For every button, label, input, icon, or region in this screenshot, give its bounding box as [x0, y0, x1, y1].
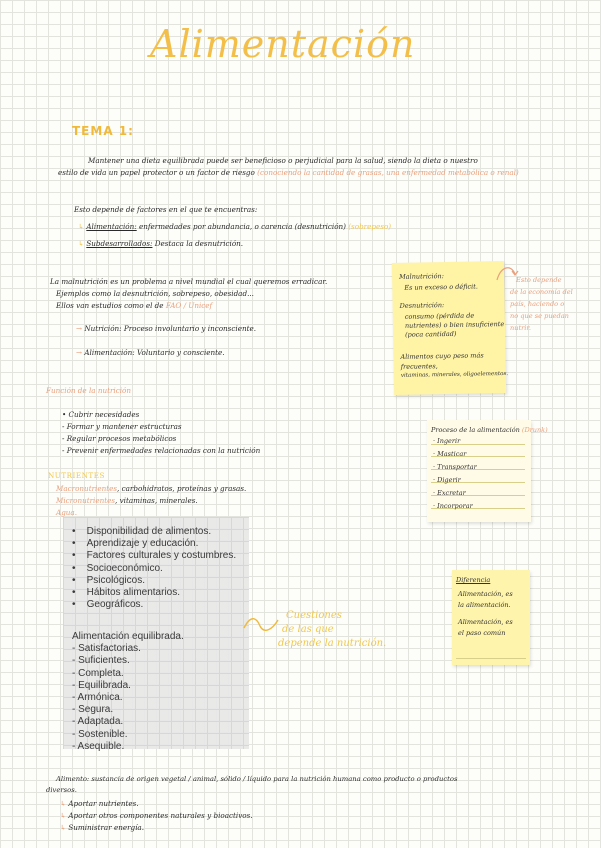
- proceso-heading: [431, 426, 548, 434]
- sticky1-line-5: nutrientes) o bien insuficiente: [404, 320, 505, 330]
- nutrientes-heading: NUTRIENTES: [48, 471, 105, 480]
- factor-text: Hábitos alimentarios.: [86, 587, 180, 599]
- side-note-line-4: no que se puedan: [510, 312, 569, 320]
- nutrientes-row-2-b: , vitaminas, minerales.: [115, 496, 198, 505]
- funcion-item-1: Cubrir necesidades: [68, 410, 140, 419]
- factor-text: Disponibilidad de alimentos.: [86, 526, 212, 537]
- factor-item: • Psicológicos.: [72, 574, 145, 586]
- proceso-item-3-text: Transportar: [437, 463, 477, 471]
- arrow-icon: ↳: [60, 823, 67, 832]
- depende-item-1-c: (sobrepeso): [348, 222, 392, 231]
- intro-line-1: Mantener una dieta equilibrada puede ser beneficioso o perjudicial para la salud, siendo la dieta o nuestro: [88, 156, 478, 165]
- sticky1-line-2: Es un exceso o déficit.: [404, 282, 478, 292]
- proceso-item-6: · Incorporar: [433, 502, 473, 510]
- depende-item-2-b: Destaca la desnutrición.: [154, 239, 244, 248]
- sticky1-line-1: Malnutrición:: [399, 272, 444, 281]
- arrow-right-icon: →: [76, 348, 83, 357]
- alimento-item-1: [60, 799, 139, 808]
- equilibrada-heading: Alimentación equilibrada.: [72, 631, 184, 642]
- concepto-nutricion-text: Nutrición: Proceso involuntario y inconsciente.: [84, 324, 257, 333]
- diferencia-line-1: Alimentación, es: [458, 590, 513, 598]
- nutrientes-row-2: [56, 496, 198, 505]
- proceso-item-5: · Excretar: [433, 489, 466, 497]
- side-note-line-1: Esto depende: [516, 276, 562, 284]
- depende-item-2-a: Subdesarrollados:: [86, 239, 153, 248]
- arrow-right-icon: →: [76, 324, 83, 333]
- cuestiones-line-1: Cuestiones: [286, 610, 342, 621]
- factor-item: • Hábitos alimentarios.: [72, 587, 180, 599]
- alimento-item-3: [60, 823, 144, 832]
- depende-item-1: [78, 222, 391, 231]
- alimento-line-1: Alimento: sustancia de origen vegetal / animal, sólido / líquido para la nutrición humana como producto o productos: [56, 775, 458, 783]
- concepto-alimentacion: [76, 348, 225, 357]
- malnutricion-line-3-b: FAO / Unicef: [165, 301, 213, 310]
- proceso-item-6-text: Incorporar: [437, 502, 473, 510]
- proceso-heading-a: Proceso de la alimentación: [431, 426, 520, 434]
- intro-line-2-a: estilo de vida un papel protector o un factor de riesgo: [58, 168, 255, 177]
- sticky1-line-8: frecuentes,: [400, 362, 438, 371]
- funcion-heading: Función de la nutrición: [46, 386, 131, 395]
- sticky-note-diferencia: [452, 570, 530, 665]
- arrow-icon: ↳: [78, 239, 85, 248]
- nutrientes-row-1-a: Macronutrientes: [56, 484, 118, 493]
- cuestiones-line-2: de las que: [282, 624, 334, 635]
- equilibrada-item: - Equilibrada.: [72, 679, 131, 691]
- squiggle-arrow-icon: [242, 614, 282, 634]
- nutrientes-row-1: [56, 484, 246, 493]
- depende-item-1-b: enfermedades por abundancia, o carencia (desnutrición): [139, 222, 346, 231]
- proceso-item-2: · Masticar: [433, 450, 467, 458]
- factor-item: • Geográficos.: [72, 599, 144, 611]
- intro-line-2: [58, 168, 519, 177]
- funcion-item: - Regular procesos metabólicos: [62, 434, 177, 443]
- side-note-line-3: país, haciendo o: [510, 300, 565, 308]
- proceso-item-3: · Transportar: [433, 463, 477, 471]
- malnutricion-line-3-a: Ellos van estudios como el de: [56, 301, 164, 310]
- funcion-item-3: Regular procesos metabólicos: [66, 434, 177, 443]
- factor-text: Aprendizaje y educación.: [86, 538, 199, 550]
- depende-line: Esto depende de factores en el que te encuentras:: [74, 205, 258, 214]
- proceso-item-4-text: Digerir: [437, 476, 461, 484]
- cuestiones-line-3: depende la nutrición.: [278, 638, 387, 649]
- arrow-icon: ↳: [60, 811, 67, 820]
- equilibrada-item: - Satisfactorias.: [72, 643, 141, 655]
- funcion-item: • Cubrir necesidades: [62, 410, 140, 419]
- factor-item: • Aprendizaje y educación.: [72, 538, 199, 550]
- diferencia-line-2: la alimentación.: [458, 601, 511, 609]
- diferencia-line-3: Alimentación, es: [458, 618, 513, 626]
- sticky1-line-3: Desnutrición:: [399, 301, 445, 310]
- factor-text: Psicológicos.: [86, 574, 145, 586]
- sticky1-line-7: Alimentos cuyo peso más: [400, 351, 484, 361]
- equilibrada-item: - Segura.: [72, 704, 114, 716]
- factor-text: Socioeconómico.: [86, 562, 163, 574]
- proceso-item-1: · Ingerir: [433, 437, 461, 445]
- malnutricion-line-1: La malnutrición es un problema a nivel mundial el cual queremos erradicar.: [50, 277, 328, 286]
- factor-item: • Disponibilidad de alimentos.: [72, 526, 212, 537]
- alimento-item-1-text: Aportar nutrientes.: [68, 799, 139, 808]
- side-note-line-2: de la economía del: [510, 288, 573, 296]
- sticky-note-malnutricion: [392, 261, 509, 395]
- page-title: Alimentación: [150, 22, 416, 66]
- factor-item: • Socioeconómico.: [72, 562, 163, 574]
- equilibrada-item: - Asequible.: [72, 740, 125, 752]
- equilibrada-item: - Armónica.: [72, 692, 123, 704]
- diferencia-line-4: el paso común: [458, 629, 506, 637]
- factores-list: [72, 526, 236, 611]
- funcion-item: - Prevenir enfermedades relacionadas con la nutrición: [62, 446, 261, 455]
- depende-item-2: [78, 239, 243, 248]
- equilibrada-item: - Sostenible.: [72, 728, 128, 740]
- sticky-note-proceso: [427, 420, 548, 522]
- proceso-item-2-text: Masticar: [437, 450, 467, 458]
- factor-text: Factores culturales y costumbres.: [86, 550, 237, 562]
- intro-line-2-b: (conociendo la cantidad de grasas, una enfermedad metabólica o renal): [257, 168, 519, 177]
- nutrientes-row-2-a: Micronutrientes: [56, 496, 116, 505]
- equilibrada-item: - Completa.: [72, 667, 124, 679]
- nutrientes-row-1-b: , carbohidratos, proteínas y grasas.: [117, 484, 247, 493]
- malnutricion-line-3: [56, 301, 212, 310]
- arrow-icon: ↳: [60, 799, 67, 808]
- funcion-item-4: Prevenir enfermedades relacionadas con la nutrición: [66, 446, 261, 455]
- sticky1-line-9: vitaminas, minerales, oligoelementos.: [400, 370, 509, 379]
- proceso-heading-b: (Drunk): [521, 426, 548, 434]
- divider: [456, 658, 526, 659]
- concepto-alimentacion-text: Alimentación: Voluntario y consciente.: [84, 348, 225, 357]
- proceso-item-1-text: Ingerir: [437, 437, 461, 445]
- diferencia-heading: Diferencia: [456, 576, 491, 584]
- equilibrada-item: - Adaptada.: [72, 716, 124, 728]
- alimento-item-2-text: Aportar otros componentes naturales y bioactivos.: [68, 811, 253, 820]
- funcion-item: - Formar y mantener estructuras: [62, 422, 182, 431]
- equilibrada-item: - Suficientes.: [72, 655, 130, 667]
- factor-text: Geográficos.: [86, 599, 144, 611]
- funcion-item-2: Formar y mantener estructuras: [66, 422, 182, 431]
- section-heading-tema: TEMA 1:: [72, 124, 134, 138]
- sticky1-line-6: (poca cantidad): [405, 329, 457, 339]
- arrow-icon: ↳: [78, 222, 85, 231]
- concepto-nutricion: [76, 324, 256, 333]
- nutrientes-row-3: Agua.: [56, 508, 77, 517]
- equilibrada-list: [72, 631, 184, 753]
- side-note-line-5: nutrir.: [510, 324, 531, 332]
- depende-item-1-a: Alimentación:: [86, 222, 137, 231]
- sticky1-line-4: consumo (pérdida de: [404, 311, 475, 321]
- proceso-item-4: · Digerir: [433, 476, 461, 484]
- factor-item: • Factores culturales y costumbres.: [72, 550, 237, 562]
- proceso-item-5-text: Excretar: [437, 489, 466, 497]
- alimento-item-3-text: Suministrar energía.: [68, 823, 144, 832]
- alimento-line-2: diversos.: [46, 786, 77, 794]
- malnutricion-line-2: Ejemplos como la desnutrición, sobrepeso, obesidad...: [56, 289, 254, 298]
- alimento-item-2: [60, 811, 253, 820]
